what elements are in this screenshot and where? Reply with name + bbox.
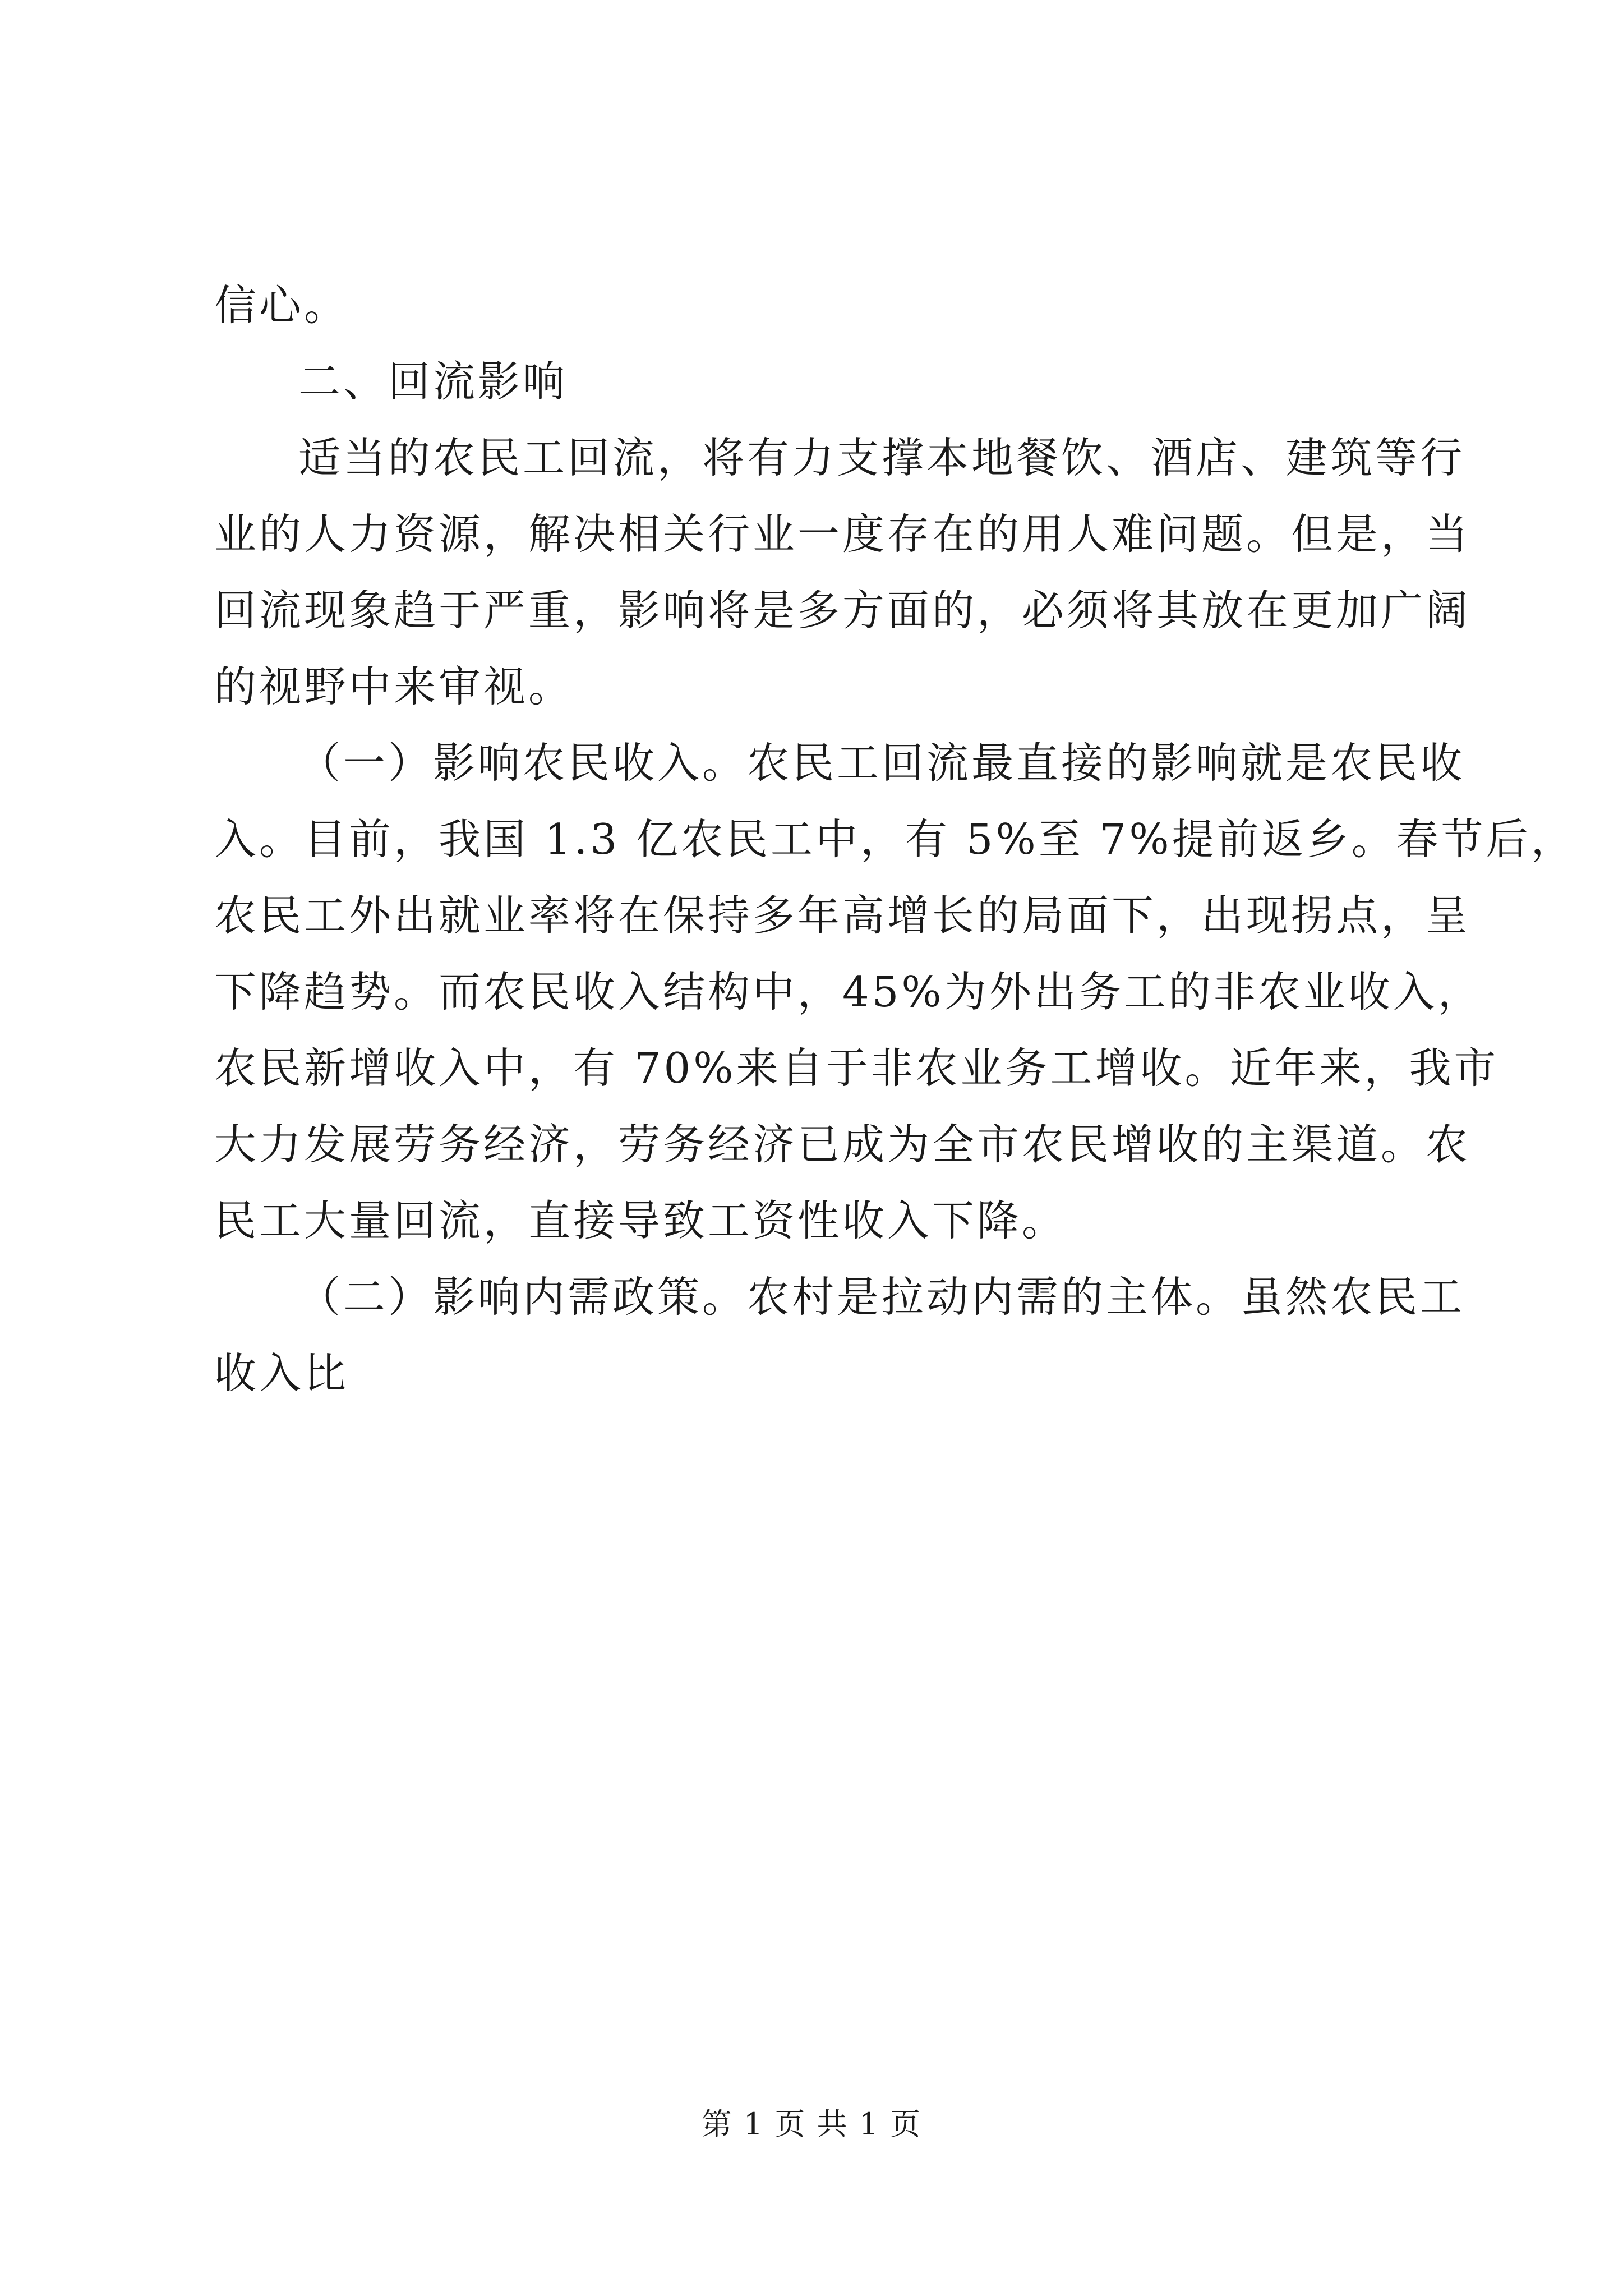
text-line: 民工大量回流，直接导致工资性收入下降。: [214, 1196, 1067, 1245]
text-line: 下降趋势。而农民收入结构中，45%为外出务工的非农业收入，: [214, 967, 1483, 1016]
text-line: 业的人力资源，解决相关行业一度存在的用人难问题。但是，当: [214, 509, 1471, 559]
text-line: 收入比: [214, 1349, 349, 1398]
page-footer: 第 1 页 共 1 页: [701, 2106, 922, 2142]
text-line: 适当的农民工回流，将有力支撑本地餐饮、酒店、建筑等行: [298, 433, 1465, 482]
text-line: 农民工外出就业率将在保持多年高增长的局面下，出现拐点，呈: [214, 891, 1471, 940]
text-line: 信心。: [214, 280, 349, 330]
text-line: 大力发展劳务经济，劳务经济已成为全市农民增收的主渠道。农: [214, 1120, 1471, 1169]
text-line: （二）影响内需政策。农村是拉动内需的主体。虽然农民工: [298, 1272, 1465, 1322]
document-body: [214, 267, 1576, 1411]
text-line: 入。目前，我国 1.3 亿农民工中，有 5%至 7%提前返乡。春节后，: [214, 815, 1576, 864]
text-line: 的视野中来审视。: [214, 662, 574, 711]
text-line: （一）影响农民收入。农民工回流最直接的影响就是农民收: [298, 738, 1465, 788]
section-heading: 二、回流影响: [298, 357, 568, 406]
text-line: 农民新增收入中，有 70%来自于非农业务工增收。近年来，我市: [214, 1043, 1499, 1093]
text-line: 回流现象趋于严重，影响将是多方面的，必须将其放在更加广阔: [214, 586, 1471, 635]
